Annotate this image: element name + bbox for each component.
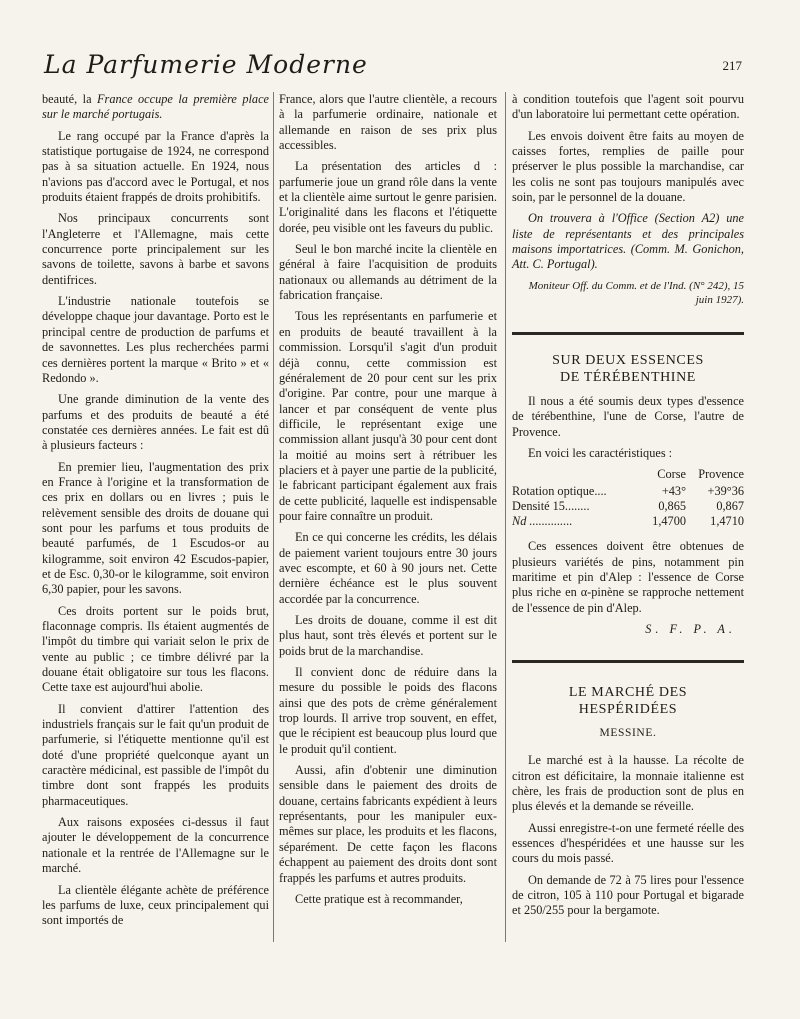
paragraph: Aux raisons exposées ci-dessus il faut ajouter le développement de la concurrence nationale et la rentrée de l'Allemagne sur le marché. — [42, 815, 269, 876]
column-3 — [512, 92, 744, 307]
section-rule — [512, 332, 744, 335]
paragraph: La clientèle élégante achète de préférence les parfums de luxe, ceux principalement qui sont importés de — [42, 882, 269, 928]
paragraph: France, alors que l'autre clientèle, a recours à la parfumerie ordinaire, nationale et allemande en raison de ses prix plus accessibles. — [279, 92, 497, 153]
paragraph: Il convient donc de réduire dans la mesure du possible le poids des flacons ainsi que des pots de crème généralement trop lourds. Il arrive trop souvent, en effet, que le récipient est beaucoup plus lourd que le produit qu'il contient. — [279, 665, 497, 756]
column-header: Provence — [698, 467, 744, 482]
paragraph: La présentation des articles d : parfumerie joue un grand rôle dans la vente et la clientèle aime surtout le genre parisien. L'originalité dans les flacons et l'étiquette dorée, peu visible ont les faveurs du public. — [279, 159, 497, 235]
column-divider — [505, 92, 506, 942]
paragraph: Ces essences doivent être obtenues de plusieurs variétés de pins, notamment pin maritime et pin d'Alep : l'essence de Corse plus riche en α-pinène se rapproche nettement de l'essence de pin d'Alep. — [512, 539, 744, 615]
column-header: Corse — [657, 467, 686, 482]
table-row: Densité 15........ 0,865 0,867 — [512, 499, 744, 514]
paragraph: En voici les caractéristiques : — [528, 446, 673, 461]
article-heading: LE MARCHÉ DES HESPÉRIDÉES — [568, 685, 688, 717]
properties-table — [512, 467, 744, 529]
paragraph: En premier lieu, l'augmentation des prix en France à l'origine et la transformation de ces prix en dollars ou en livres ; puis le relèvement sensible des droits de douane qui sont pour les parfums et tous produits de beauté parfumés, de 1 Escudos-or au kilogramme, soit environ 42 Escudos-papier, et de Esc. 0,30-or le kilogramme, soit environ 6,30 papier, pour les savons. — [42, 459, 269, 597]
paragraph: Ces droits portent sur le poids brut, flaconnage compris. Ils étaient augmentés de l'impôt du timbre qui variait selon le prix de vente au public ; ce timbre délivré par la douane était obligatoire sur tous les flacons. Cette taxe est aujourd'hui abolie. — [42, 603, 269, 695]
page-header — [44, 50, 744, 90]
signature: S. F. P. A. — [645, 622, 736, 637]
paragraph: Aussi enregistre-t-on une fermeté réelle des essences d'hespéridées et une hausse sur les cours du mois passé. — [512, 820, 744, 866]
article-heading: SUR DEUX ESSENCES DE TÉRÉBENTHINE — [552, 353, 704, 385]
paragraph: Il nous a été soumis deux types d'essence de térébenthine, l'une de Corse, l'autre de Provence. — [512, 394, 744, 439]
paragraph: Les droits de douane, comme il est dit plus haut, sont très élevés et portent sur le poids brut de la marchandise. — [279, 613, 497, 658]
paragraph: On trouvera à l'Office (Section A2) une liste de représentants et des principales maisons importatrices. (Comm. M. Gonichon, Att. C. Portugal). — [512, 211, 744, 272]
paragraph: à condition toutefois que l'agent soit pourvu d'un laboratoire lui permettant cette opération. — [512, 92, 744, 122]
column-2 — [279, 92, 497, 913]
paragraph: Aussi, afin d'obtenir une diminution sensible dans le paiement des droits de douane, certains fabricants expédient à leurs représentants, pour les manipuler eux-mêmes sur place, les produits et les flacons, séparément. De cette façon les flacons échappent au paiement des droits dont sont frappés les parfums et autres produits. — [279, 763, 497, 885]
article-terebenthine — [512, 352, 744, 637]
paragraph: Le rang occupé par la France d'après la statistique portugaise de 1924, ne correspond pas à sa situation actuelle. En 1924, nous n'avions pas d'accord avec le Portugal, et nos produits étaient frappés de droits prohibitifs. — [42, 128, 269, 205]
table-row: Nd .............. 1,4700 1,4710 — [512, 514, 744, 529]
paragraph: Il convient d'attirer l'attention des industriels français sur le fait qu'un produit de parfumerie, si l'étiquette mentionne qu'il est doté d'une propriété quelconque ayant un caractère médicinal, est passible de l'impôt du timbre dont sont frappés les produits pharmaceutiques. — [42, 701, 269, 808]
column-divider — [273, 92, 274, 942]
paragraph: Le marché est à la hausse. La récolte de citron est déficitaire, la monnaie italienne est chère, les frais de production sont de plus en plus élevés et la demande se réveille. — [512, 753, 744, 814]
paragraph: beauté, la France occupe la première place sur le marché portugais. — [42, 92, 269, 122]
paragraph: Nos principaux concurrents sont l'Angleterre et l'Allemagne, mais cette concurrence porte principalement sur les savons de toilette, savons à barbe et savons dentifrices. — [42, 211, 269, 287]
paragraph: Tous les représentants en parfumerie et en produits de beauté travaillent à la commission. Lorsqu'il s'agit d'un produit déjà connu, cette commission est généralement de 20 pour cent sur les prix d'origine. Par contre, pour une marque à lancer et par conséquent de vente plus difficile, le représentant exige une commission allant jusqu'à 30 pour cent dont la moitié au moins sert à rétribuer les placiers et à payer une partie de la publicité, le fabricant participant également aux frais de cette publicité, laquelle est indispensable pour faire connaître un produit. — [279, 309, 497, 523]
paragraph: Seul le bon marché incite la clientèle en général à faire l'acquisition de produits nationaux ou allemands au détriment de la fabrication française. — [279, 242, 497, 303]
article-subheading: MESSINE. — [599, 727, 657, 739]
journal-title: La Parfumerie Moderne — [44, 50, 368, 79]
paragraph: En ce qui concerne les crédits, les délais de paiement varient toujours entre 30 jours avec escompte, et 60 à 90 jours net. Cette dernière échéance est le plus souvent accordée par la concurrence. — [279, 530, 497, 606]
article-hesperidees — [512, 684, 744, 925]
table-row: Rotation optique.... +43° +39°36 — [512, 484, 744, 499]
table-header-row — [512, 467, 744, 484]
source-citation: Moniteur Off. du Comm. et de l'Ind. (N° 242), 15 juin 1927). — [528, 279, 744, 306]
paragraph: Les envois doivent être faits au moyen de caisses fortes, remplies de paille pour préserver le plus possible la marchandise, car les colis ne sont pas toujours manipulés avec soin, par le personnel de la douane. — [512, 128, 744, 205]
column-1 — [42, 92, 269, 935]
paragraph: Cette pratique est à recommander, — [295, 891, 463, 906]
paragraph: L'industrie nationale toutefois se développe chaque jour davantage. Porto est le principal centre de production de parfums et de savonnettes. Les plus recherchées parmi ces dernières portent la marque « Brito » et « Redondo ». — [42, 294, 269, 385]
page-number: 217 — [722, 58, 742, 73]
paragraph: On demande de 72 à 75 lires pour l'essence de citron, 105 à 110 pour Portugal et bigarade et 250/255 pour la bergamote. — [512, 872, 744, 918]
section-rule — [512, 660, 744, 663]
paragraph: Une grande diminution de la vente des parfums et des produits de beauté a été constatée ces dernières années. Le fait est dû à plusieurs facteurs : — [42, 392, 269, 453]
